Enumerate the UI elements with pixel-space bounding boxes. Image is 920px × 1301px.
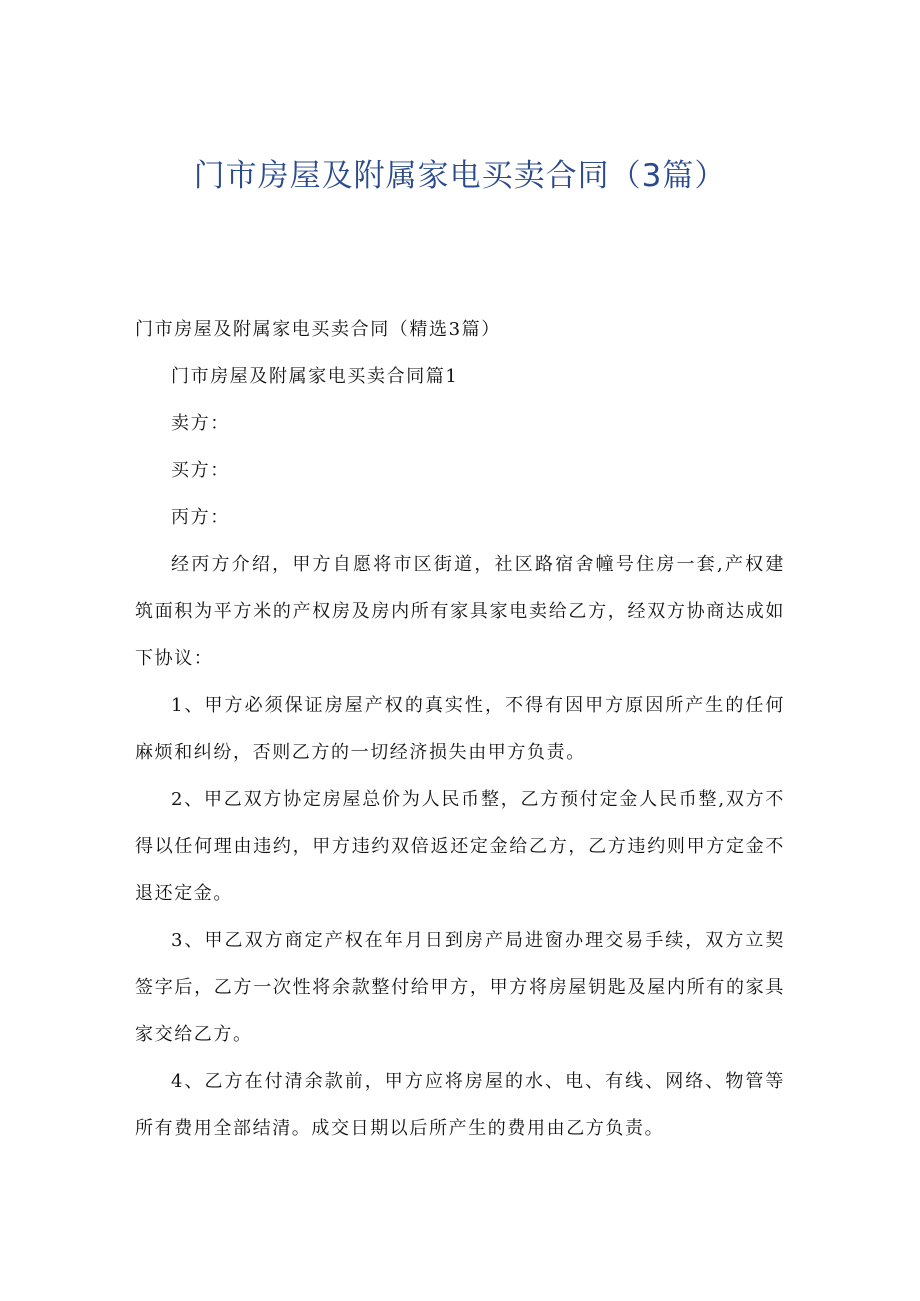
document-title: 门市房屋及附属家电买卖合同（3篇） bbox=[193, 158, 727, 194]
clause-4: 4、乙方在付清余款前，甲方应将房屋的水、电、有线、网络、物管等所有费用全部结清。成交日期以后所产生的费用由乙方负责。 bbox=[135, 1071, 785, 1139]
intro-paragraph: 经丙方介绍，甲方自愿将市区街道，社区路宿舍幢号住房一套,产权建筑面积为平方米的产权房及房内所有家具家电卖给乙方，经双方协商达成如下协议： bbox=[135, 554, 785, 669]
buyer-label: 买方： bbox=[171, 460, 230, 481]
document-body bbox=[135, 306, 785, 1152]
section-heading: 门市房屋及附属家电买卖合同篇1 bbox=[171, 366, 459, 387]
clause-2: 2、甲乙双方协定房屋总价为人民币整，乙方预付定金人民币整,双方不得以任何理由违约，甲方违约双倍返还定金给乙方，乙方违约则甲方定金不退还定金。 bbox=[135, 789, 785, 904]
document-subtitle: 门市房屋及附属家电买卖合同（精选3篇） bbox=[135, 319, 501, 340]
clause-3: 3、甲乙双方商定产权在年月日到房产局进窗办理交易手续，双方立契签字后，乙方一次性将余款整付给甲方，甲方将房屋钥匙及屋内所有的家具家交给乙方。 bbox=[135, 930, 785, 1045]
third-party-label: 丙方： bbox=[171, 507, 230, 528]
seller-label: 卖方： bbox=[171, 413, 230, 434]
clause-1: 1、甲方必须保证房屋产权的真实性，不得有因甲方原因所产生的任何麻烦和纠纷，否则乙方的一切经济损失由甲方负责。 bbox=[135, 695, 785, 763]
